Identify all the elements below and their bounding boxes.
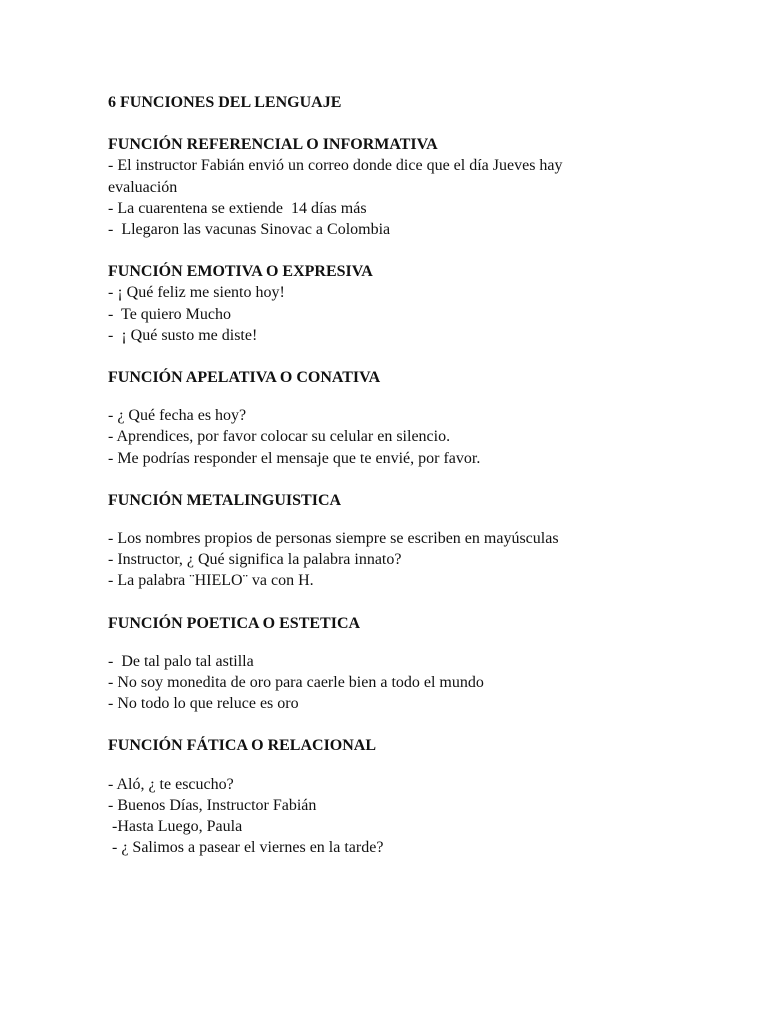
section-line: - No soy monedita de oro para caerle bien a todo el mundo bbox=[108, 674, 484, 692]
section-line: - Aló, ¿ te escucho? bbox=[108, 775, 234, 793]
section-line: - ¿ Salimos a pasear el viernes en la tarde? bbox=[108, 839, 384, 857]
section-line: - De tal palo tal astilla bbox=[108, 652, 254, 670]
section-line: evaluación bbox=[108, 178, 178, 196]
section-line: - Me podrías responder el mensaje que te envié, por favor. bbox=[108, 449, 481, 467]
document-title: 6 FUNCIONES DEL LENGUAJE bbox=[108, 94, 342, 111]
section-line: - El instructor Fabián envió un correo donde dice que el día Jueves hay bbox=[108, 157, 563, 175]
spacer bbox=[108, 511, 728, 528]
spacer bbox=[108, 240, 728, 261]
spacer bbox=[108, 388, 728, 405]
section-heading-poetica: FUNCIÓN POETICA O ESTETICA bbox=[108, 614, 361, 632]
section-line: - ¡ Qué feliz me siento hoy! bbox=[108, 284, 285, 302]
section-line: - La cuarentena se extiende 14 días más bbox=[108, 199, 367, 217]
section-line: - Instructor, ¿ Qué significa la palabra innato? bbox=[108, 551, 402, 569]
section-line: - ¡ Qué susto me diste! bbox=[108, 326, 258, 344]
section-heading-referencial: FUNCIÓN REFERENCIAL O INFORMATIVA bbox=[108, 136, 438, 154]
section-line: -Hasta Luego, Paula bbox=[108, 818, 243, 836]
section-line: - Aprendices, por favor colocar su celular en silencio. bbox=[108, 428, 451, 446]
section-line: - Te quiero Mucho bbox=[108, 305, 231, 323]
section-heading-apelativa: FUNCIÓN APELATIVA O CONATIVA bbox=[108, 369, 381, 387]
spacer bbox=[108, 592, 728, 613]
document-body bbox=[108, 92, 728, 858]
spacer bbox=[108, 469, 728, 490]
spacer bbox=[108, 113, 728, 134]
spacer bbox=[108, 757, 728, 774]
spacer bbox=[108, 714, 728, 735]
section-heading-metalinguistica: FUNCIÓN METALINGUISTICA bbox=[108, 491, 342, 509]
section-line: - Llegaron las vacunas Sinovac a Colombia bbox=[108, 221, 391, 239]
section-heading-emotiva: FUNCIÓN EMOTIVA O EXPRESIVA bbox=[108, 263, 373, 281]
section-heading-fatica: FUNCIÓN FÁTICA O RELACIONAL bbox=[108, 737, 377, 755]
spacer bbox=[108, 634, 728, 651]
section-line: - Los nombres propios de personas siempre se escriben en mayúsculas bbox=[108, 530, 559, 548]
spacer bbox=[108, 346, 728, 367]
section-line: - La palabra ¨HIELO¨ va con H. bbox=[108, 572, 314, 590]
section-line: - Buenos Días, Instructor Fabián bbox=[108, 796, 317, 814]
section-line: - No todo lo que reluce es oro bbox=[108, 695, 299, 713]
section-line: - ¿ Qué fecha es hoy? bbox=[108, 407, 247, 425]
